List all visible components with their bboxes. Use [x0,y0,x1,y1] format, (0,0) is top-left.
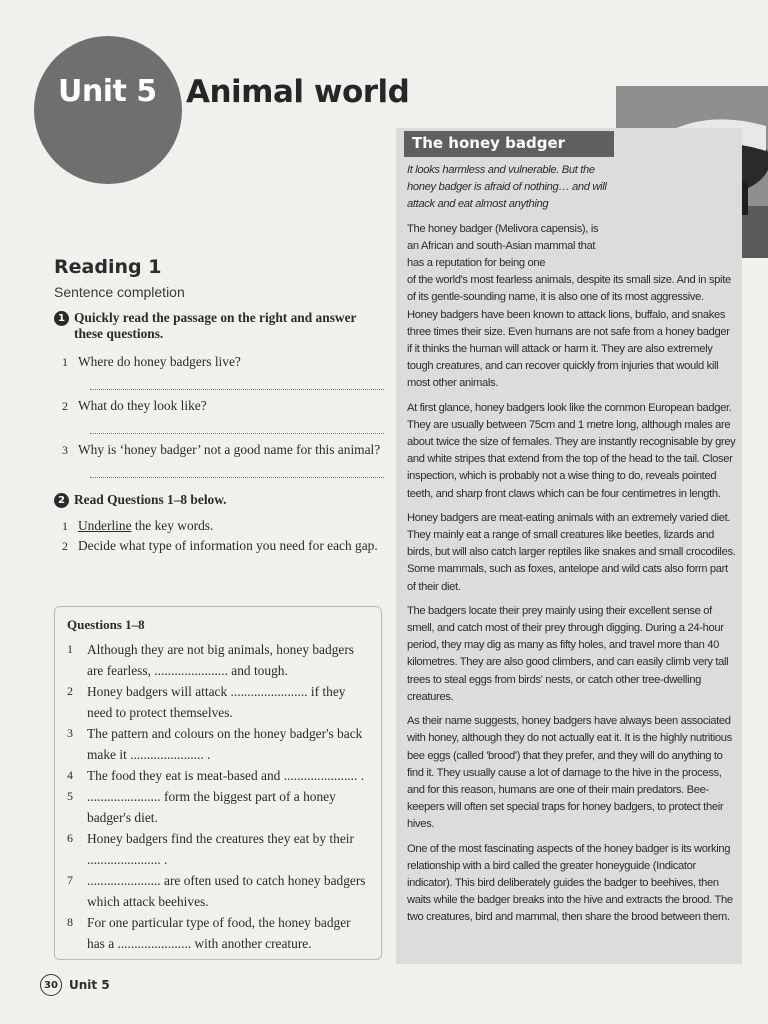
list-item[interactable] [67,639,369,681]
article-paragraph: As their name suggests, honey badgers have always been associated with honey, although they do not actually eat it. It is the highly nutritious bee eggs (called 'brood') that they prefer, and they will do anything to find it. They usually cause a lot of damage to the hive in the process, and for this reason, humans are one of their main predators. Bee-keepers will often set special traps for honey badgers, to protect their hives. [407,715,732,831]
article-body [407,162,737,927]
question-number: 5 [67,789,73,803]
step-number: 2 [62,539,68,553]
question-number: 8 [67,915,73,929]
list-item [54,536,384,556]
task-instruction: Quickly read the passage on the right and answer these questions. [74,310,357,341]
reading-title: Reading 1 [54,256,162,278]
question-number: 3 [62,443,68,457]
question-text: ...................... are often used to catch honey badgers which attack beehives. [87,873,366,909]
list-item[interactable] [67,912,369,954]
question-text: Honey badgers find the creatures they eat by their ...................... . [87,831,354,867]
question-number: 1 [62,355,68,369]
answer-line[interactable] [90,464,384,478]
task-2 [54,492,384,508]
question-text: For one particular type of food, the honey badger has a ...................... with another creature. [87,915,351,951]
underline-keyword: Underline [78,518,132,533]
question-number: 7 [67,873,73,887]
list-item [54,396,384,416]
step-text [78,516,213,536]
article-paragraph-start: The honey badger (Melivora capensis), is an African and south-Asian mammal that has a reputation for being one [407,222,599,270]
question-number: 3 [67,726,73,740]
question-number: 4 [67,768,73,782]
step-text: Decide what type of information you need for each gap. [78,538,378,553]
question-text: The food they eat is meat-based and ...................... . [87,768,365,783]
question-number: 1 [67,642,73,656]
list-item [54,516,384,536]
answer-line[interactable] [90,376,384,390]
question-text: Why is ‘honey badger’ not a good name for this animal? [78,442,381,457]
question-number: 6 [67,831,73,845]
question-text: ...................... form the biggest part of a honey badger's diet. [87,789,336,825]
list-item[interactable] [67,765,369,786]
reading-section [54,256,384,556]
question-number: 2 [62,399,68,413]
task-number: 2 [54,493,69,508]
unit-label: Unit 5 [58,74,157,109]
footer-unit-label: Unit 5 [69,978,110,992]
list-item[interactable] [67,786,369,828]
article-paragraph: At first glance, honey badgers look like the common European badger. They are usually between 75cm and 1 metre long, although males are about twice the size of females. They are instantly recognisable by grey and white stripes that extend from the top of the head to the tail. Closer inspection, which is probably not a wise thing to do, reveals pointed teeth, and sharp front claws which can be four centimetres in length. [407,401,736,500]
article-paragraph: One of the most fascinating aspects of the honey badger is its working relationship with a bird called the greater honeyguide (Indicator indicator). This bird deliberately guides the badger to beehives, then waits while the badger breaks into the hive and extracts the brood. The two creatures, bird and mammal, then share the brood between them. [407,842,733,924]
article-paragraph: Honey badgers are meat-eating animals with an extremely varied diet. They mainly eat a range of small creatures like beetles, lizards and birds, but will also catch larger reptiles like snakes and small crocodiles. Some mammals, such as foxes, antelope and wild cats also form part of their diet. [407,511,736,593]
article-intro: It looks harmless and vulnerable. But the honey badger is afraid of nothing… and will attack and eat almost anything [407,164,607,211]
list-item [54,352,384,372]
list-item[interactable] [67,723,369,765]
question-text: Honey badgers will attack ....................... if they need to protect themselves. [87,684,346,720]
reading-subtitle: Sentence completion [54,284,185,300]
task-number: 1 [54,311,69,326]
question-list [54,352,384,478]
questions-box [54,606,382,960]
question-text: Although they are not big animals, honey badgers are fearless, ...................... and tough. [87,642,355,678]
question-number: 2 [67,684,73,698]
step-number: 1 [62,519,68,533]
step-list [54,516,384,556]
answer-line[interactable] [90,420,384,434]
article-paragraph-rest: of the world's most fearless animals, despite its small size. And in spite of its gentle-sounding name, it is also one of its most aggressive. Honey badgers have been known to attack lions, buffalo, and snakes three times their size. Even humans are not safe from a honey badger if it thinks the human will attack or harm it. They are also extremely tough creatures, and can recover quickly from injuries that would kill most other animals. [407,274,731,390]
task-instruction: Read Questions 1–8 below. [74,492,227,507]
article-paragraph [407,221,737,393]
article-paragraph: The badgers locate their prey mainly using their excellent sense of smell, and catch most of their prey through digging. During a 24-hour period, they may dig as many as fifty holes, and travel more than 40 kilometres. They are also good climbers, and can easily climb very tall trees to steal eggs from birds' nests, or catch other tree-dwelling creatures. [407,604,729,703]
page-footer [40,974,110,996]
list-item[interactable] [67,681,369,723]
list-item [54,440,384,460]
unit-badge [34,36,182,184]
task-1 [54,310,384,342]
list-item[interactable] [67,828,369,870]
question-text: The pattern and colours on the honey badger's back make it ...................... . [87,726,363,762]
article-heading: The honey badger [404,131,614,157]
question-text: What do they look like? [78,398,207,413]
question-text: Where do honey badgers live? [78,354,241,369]
questions-box-title: Questions 1–8 [67,617,145,632]
unit-title: Animal world [186,74,410,110]
page-number: 30 [40,974,62,996]
step-text-rest: the key words. [131,518,214,533]
list-item[interactable] [67,870,369,912]
